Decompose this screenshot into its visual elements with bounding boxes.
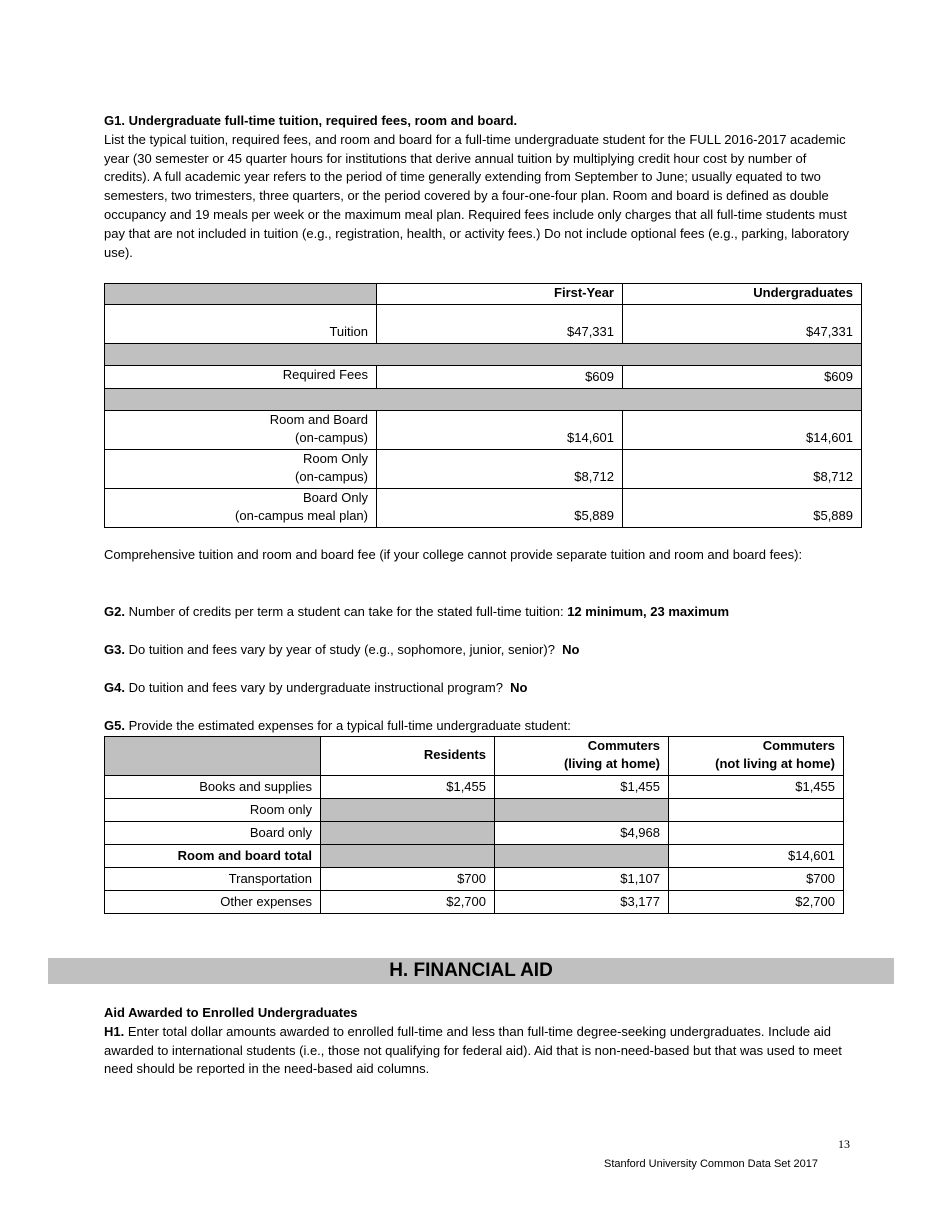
table-row: Board only $4,968: [105, 822, 844, 845]
table-row: [105, 366, 862, 389]
table-row: Books and supplies $1,455 $1,455 $1,455: [105, 776, 844, 799]
table-row: [105, 411, 862, 450]
table-row: Other expenses $2,700 $3,177 $2,700: [105, 891, 844, 914]
g1-tuition-table: [104, 283, 862, 528]
fees-undergrad: $609: [623, 366, 862, 389]
row-label-room-only: Room Only (on-campus): [105, 450, 377, 489]
row-label-room-board: Room and Board (on-campus): [105, 411, 377, 450]
g5-question: G5. Provide the estimated expenses for a typical full-time undergraduate student:: [104, 718, 571, 733]
header-first-year: First-Year: [377, 284, 623, 305]
board-only-undergrad: $5,889: [623, 489, 862, 528]
shaded-separator-row: [105, 389, 862, 411]
section-h-title: H. FINANCIAL AID: [48, 958, 894, 984]
page-footer: Stanford University Common Data Set 2017: [604, 1158, 818, 1170]
header-blank-cell: [105, 737, 321, 776]
room-board-undergrad: $14,601: [623, 411, 862, 450]
g2-answer: 12 minimum, 23 maximum: [567, 604, 730, 619]
board-only-first-year: $5,889: [377, 489, 623, 528]
table-row: Room and board total $14,601: [105, 845, 844, 868]
g4-question: G4. Do tuition and fees vary by undergraduate instructional program? No: [104, 680, 528, 695]
room-only-undergrad: $8,712: [623, 450, 862, 489]
fees-first-year: $609: [377, 366, 623, 389]
g1-heading: G1. Undergraduate full-time tuition, required fees, room and board.: [104, 113, 518, 128]
table-header-row: [105, 284, 862, 305]
table-row: Transportation $700 $1,107 $700: [105, 868, 844, 891]
tuition-undergrad: $47,331: [623, 305, 862, 344]
g5-expenses-table: [104, 736, 844, 914]
g4-answer: No: [510, 680, 528, 695]
g3-answer: No: [562, 642, 580, 657]
g3-question: G3. Do tuition and fees vary by year of study (e.g., sophomore, junior, senior)? No: [104, 642, 580, 657]
table-row: Room only: [105, 799, 844, 822]
table-row: [105, 305, 862, 344]
table-header-row: [105, 737, 844, 776]
header-blank-cell: [105, 284, 377, 305]
row-label-tuition: Tuition: [105, 305, 377, 344]
h1-text: H1. Enter total dollar amounts awarded to enrolled full-time and less than full-time degree-seeking undergraduates. Include aid awarded to international students (i.e., those not qualifying for federal aid). Aid that is non-need-based but that was used to meet need should be reported in the need-based aid columns.: [104, 1023, 842, 1077]
comprehensive-fee-text: Comprehensive tuition and room and board fee (if your college cannot provide separate tuition and room and board fees):: [104, 547, 803, 562]
room-only-first-year: $8,712: [377, 450, 623, 489]
g1-body: List the typical tuition, required fees, and room and board for a full-time undergraduate student for the FULL 2016-2017 academic year (30 semester or 45 quarter hours for institutions that derive annual tuition by multiplying credit hour cost by number of credits). A full academic year refers to the period of time generally extending from September to June; usually equated to two semesters, two trimesters, three quarters, or the period covered by a four-one-four plan. Room and board is defined as double occupancy and 19 meals per week or the maximum meal plan. Required fees include only charges that all full-time students must pay that are not included in tuition (e.g., registration, health, or activity fees.) Do not include optional fees (e.g., parking, laboratory use).: [104, 131, 850, 260]
g2-question: G2. Number of credits per term a student can take for the stated full-time tuition: 12 minimum, 23 maximum: [104, 604, 730, 619]
shaded-separator-row: [105, 344, 862, 366]
header-commuters-home: Commuters (living at home): [495, 737, 669, 776]
row-label-required-fees: Required Fees: [105, 366, 377, 389]
h-section: [104, 1004, 856, 1079]
header-residents: Residents: [321, 737, 495, 776]
row-label-board-only: Board Only (on-campus meal plan): [105, 489, 377, 528]
header-commuters-away: Commuters (not living at home): [669, 737, 844, 776]
table-row: [105, 489, 862, 528]
table-row: [105, 450, 862, 489]
tuition-first-year: $47,331: [377, 305, 623, 344]
room-board-first-year: $14,601: [377, 411, 623, 450]
h-subheading: Aid Awarded to Enrolled Undergraduates: [104, 1005, 358, 1020]
page-number: 13: [838, 1137, 850, 1151]
g1-section: [104, 112, 856, 262]
header-undergraduates: Undergraduates: [623, 284, 862, 305]
